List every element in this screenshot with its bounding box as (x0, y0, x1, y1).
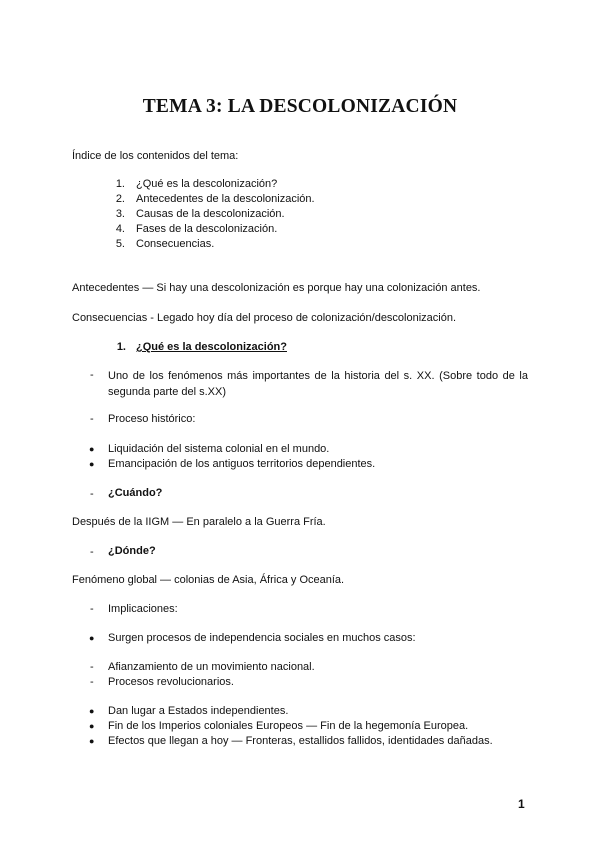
dash-marker: - (90, 676, 94, 688)
section-number: 1. (116, 341, 126, 353)
index-heading: Índice de los contenidos del tema: (72, 150, 239, 162)
cuando-text: Después de la IIGM — En paralelo a la Guerra Fría. (72, 516, 326, 528)
index-number: 1. (115, 178, 125, 190)
bullet-marker: ● (89, 721, 95, 731)
dash-marker: - (90, 603, 94, 615)
dash-marker: - (90, 369, 94, 381)
page-title: TEMA 3: LA DESCOLONIZACIÓN (142, 96, 458, 117)
dash-item: Procesos revolucionarios. (108, 676, 234, 688)
index-item: Antecedentes de la descolonización. (136, 193, 315, 205)
dash-item: Uno de los fenómenos más importantes de la historia del s. XX. (Sobre todo de la segunda parte del s.XX) (108, 370, 528, 398)
bullet-item: Liquidación del sistema colonial en el mundo. (108, 443, 330, 455)
dash-marker: - (90, 413, 94, 425)
index-number: 3. (115, 208, 125, 220)
cuando-heading: ¿Cuándo? (108, 487, 163, 499)
dash-marker: - (90, 661, 94, 673)
donde-heading: ¿Dónde? (108, 545, 156, 557)
bullet-marker: ● (89, 459, 95, 469)
antecedentes-line: Antecedentes — Si hay una descolonización es porque hay una colonización antes. (72, 282, 481, 294)
dash-item: Afianzamiento de un movimiento nacional. (108, 661, 315, 673)
index-item: ¿Qué es la descolonización? (136, 178, 278, 190)
page-number: 1 (518, 797, 525, 811)
bullet-item: Emancipación de los antiguos territorios dependientes. (108, 458, 376, 470)
index-number: 4. (115, 223, 125, 235)
section-heading: ¿Qué es la descolonización? (136, 341, 287, 353)
bullet-marker: ● (89, 633, 95, 643)
donde-text: Fenómeno global — colonias de Asia, África y Oceanía. (72, 574, 345, 586)
dash-marker: - (90, 488, 94, 500)
bullet-marker: ● (89, 706, 95, 716)
index-item: Consecuencias. (136, 238, 215, 250)
index-number: 2. (115, 193, 125, 205)
bullet-item: Dan lugar a Estados independientes. (108, 705, 289, 717)
bullet-marker: ● (89, 444, 95, 454)
dash-marker: - (90, 546, 94, 558)
implicaciones-label: Implicaciones: (108, 603, 178, 615)
dash-item: Proceso histórico: (108, 413, 196, 425)
bullet-item: Efectos que llegan a hoy — Fronteras, estallidos fallidos, identidades dañadas. (108, 735, 493, 747)
bullet-marker: ● (89, 736, 95, 746)
index-number: 5. (115, 238, 125, 250)
index-item: Causas de la descolonización. (136, 208, 285, 220)
bullet-item: Surgen procesos de independencia sociales en muchos casos: (108, 632, 416, 644)
bullet-item: Fin de los Imperios coloniales Europeos — Fin de la hegemonía Europea. (108, 720, 469, 732)
consecuencias-line: Consecuencias - Legado hoy día del proceso de colonización/descolonización. (72, 312, 457, 324)
index-item: Fases de la descolonización. (136, 223, 278, 235)
